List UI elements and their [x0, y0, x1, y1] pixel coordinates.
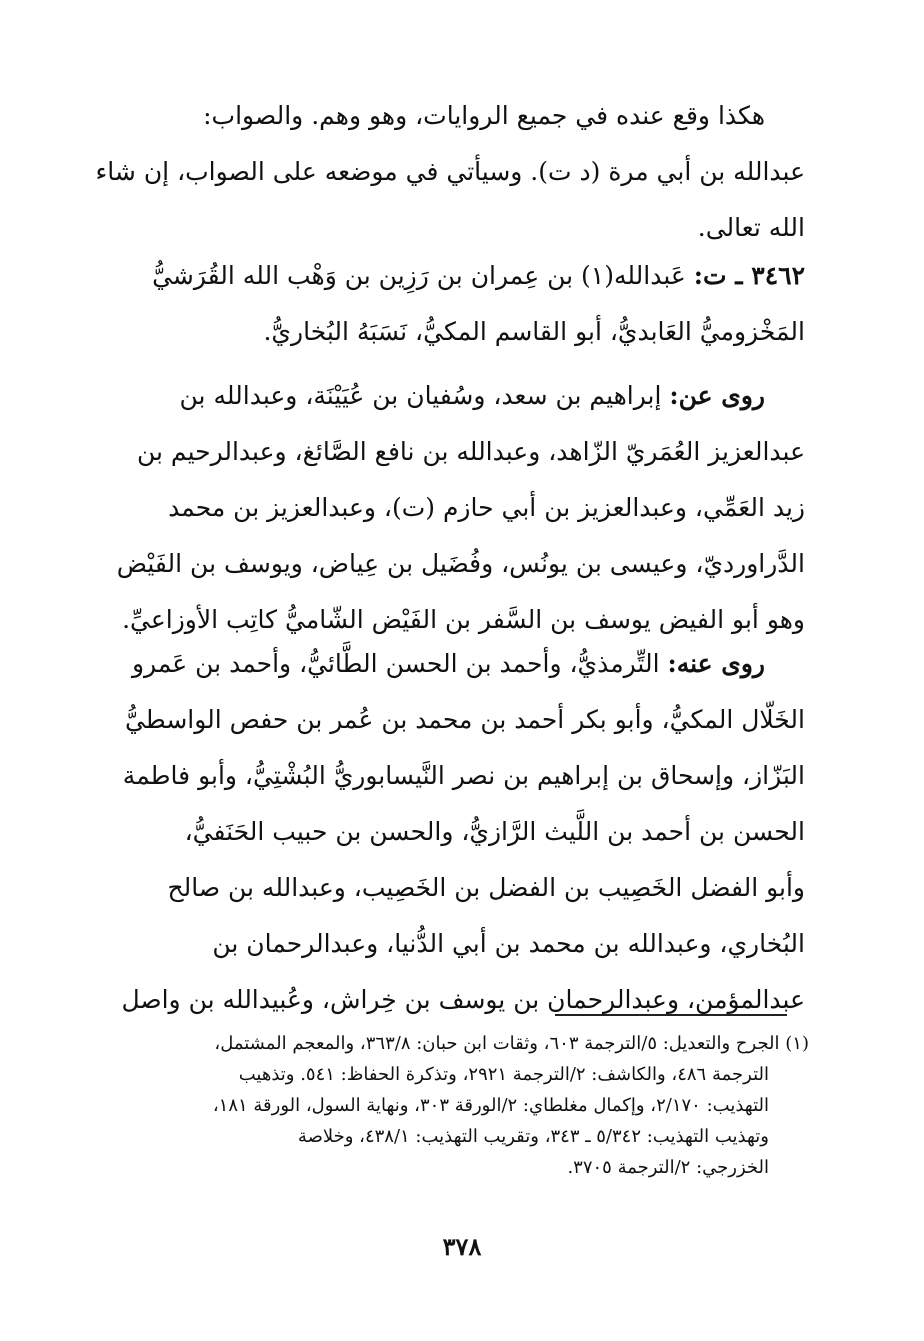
text-line: الحسن بن أحمد بن اللَّيث الرَّازيُّ، والحسن بن حبيب الحَنَفيُّ، [184, 817, 805, 846]
footnote [85, 1028, 809, 1183]
section-label: روى عنه: [667, 649, 765, 678]
text-line: البُخاري، وعبدالله بن محمد بن أبي الدُّنيا، وعبدالرحمان بن [212, 929, 805, 958]
footnote-divider [555, 1014, 787, 1016]
text-line: البَزّاز، وإسحاق بن إبراهيم بن نصر النَّيسابوريُّ البُشْتِيُّ، وأبو فاطمة [122, 761, 805, 790]
footnote-line: (١) الجرح والتعديل: ٥/الترجمة ٦٠٣، وثقات ابن حبان: ٣٦٣/٨، والمعجم المشتمل، [214, 1033, 809, 1054]
paragraph-narrated-by [85, 636, 805, 1028]
text-line: الدَّراورديّ، وعيسى بن يونُس، وفُضَيل بن عِياض، ويوسف بن الفَيْض [116, 549, 805, 578]
text-line: الله تعالى. [697, 213, 805, 242]
text-line-content: التِّرمذيُّ، وأحمد بن الحسن الطَّائيُّ، وأحمد بن عَمرو [131, 649, 660, 678]
text-line [85, 636, 805, 692]
entry-heading-line: المَخْزوميُّ العَابديُّ، أبو القاسم المكيُّ، نَسَبَهُ البُخاريُّ. [263, 317, 805, 346]
text-line: وأبو الفضل الخَصِيب بن الفضل بن الخَصِيب، وعبدالله بن صالح [167, 873, 805, 902]
footnote-line: التهذيب: ٢/١٧٠، وإكمال مغلطاي: ٢/الورقة ٣٠٣، ونهاية السول، الورقة ١٨١، [212, 1095, 769, 1116]
entry-number: ٣٤٦٢ ـ ت: [693, 261, 805, 290]
text-line: عبدالمؤمن، وعبدالرحمان بن يوسف بن خِراش، وعُبيدالله بن واصل [121, 985, 805, 1014]
text-line: زيد العَمِّي، وعبدالعزيز بن أبي حازم (ت)، وعبدالعزيز بن محمد [168, 493, 805, 522]
entry-heading [85, 248, 805, 360]
text-line: الخَلّال المكيُّ، وأبو بكر أحمد بن محمد بن عُمر بن حفص الواسطيُّ [124, 705, 805, 734]
page-number: ٣٧٨ [442, 1232, 482, 1261]
section-label: روى عن: [669, 381, 765, 410]
entry-heading-line [85, 248, 805, 304]
text-line: عبدالعزيز العُمَريّ الزّاهد، وعبدالله بن نافع الصَّائغ، وعبدالرحيم بن [137, 437, 805, 466]
paragraph-correction-note [85, 88, 805, 256]
footnote-line: وتهذيب التهذيب: ٥/٣٤٢ ـ ٣٤٣، وتقريب التهذيب: ٤٣٨/١، وخلاصة [297, 1126, 769, 1147]
entry-name: عَبدالله(١) بن عِمران بن رَزِين بن وَهْب الله القُرَشيُّ [152, 261, 686, 290]
text-line: عبدالله بن أبي مرة (د ت). وسيأتي في موضعه على الصواب، إن شاء [95, 157, 805, 186]
text-line [85, 368, 805, 424]
paragraph-narrated-from [85, 368, 805, 648]
footnote-line: الترجمة ٤٨٦، والكاشف: ٢/الترجمة ٢٩٢١، وتذكرة الحفاظ: ٥٤١. وتذهيب [238, 1064, 769, 1085]
footnote-line: الخزرجي: ٢/الترجمة ٣٧٠٥. [567, 1157, 769, 1178]
text-line: وهو أبو الفيض يوسف بن السَّفر بن الفَيْض الشّاميُّ كاتِب الأوزاعيِّ. [122, 605, 805, 634]
text-line: هكذا وقع عنده في جميع الروايات، وهو وهم. والصواب: [203, 101, 765, 130]
text-line-content: إبراهيم بن سعد، وسُفيان بن عُيَيْنَة، وعبدالله بن [179, 381, 662, 410]
